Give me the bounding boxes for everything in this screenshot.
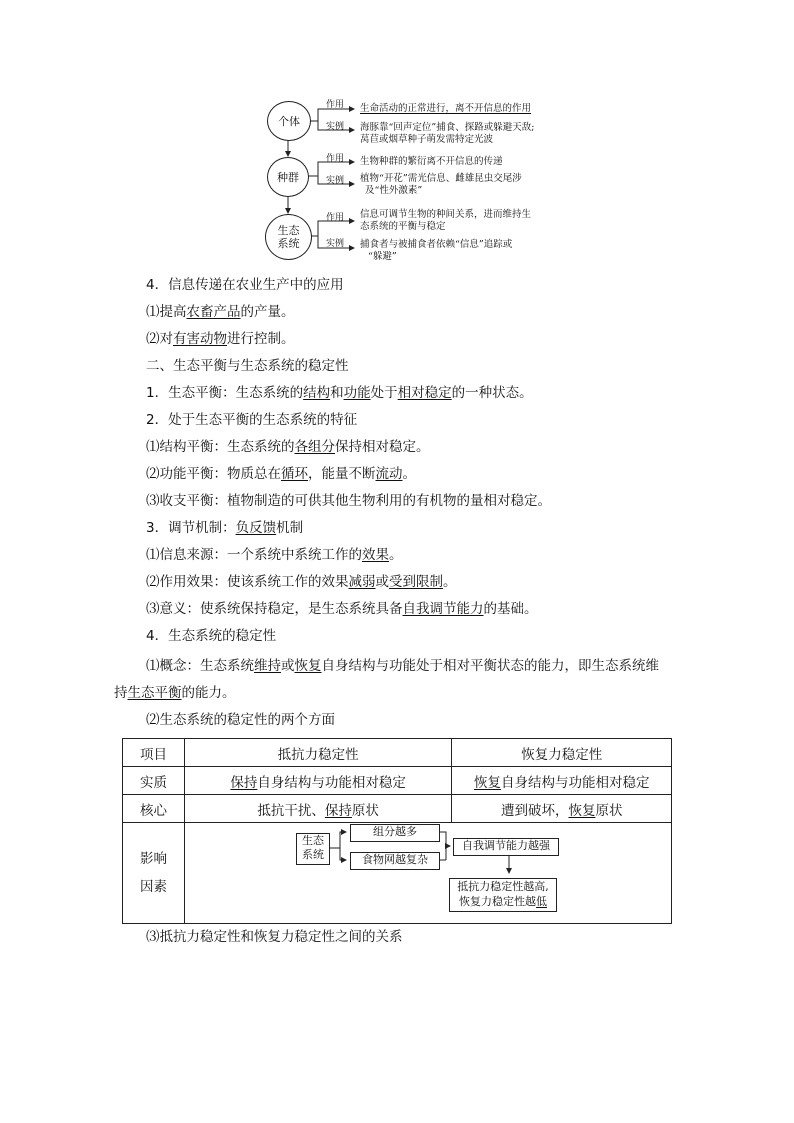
population-example-2: 及“性外激素” — [365, 185, 423, 196]
ecosystem-example-1: 捕食者与被捕食者依赖“信息”追踪或 — [360, 239, 513, 250]
node-individual-label: 个体 — [278, 114, 300, 128]
table-header: 项目 — [123, 739, 185, 767]
section-heading: 二、生态平衡与生态系统的稳定性 — [146, 358, 349, 374]
table-cell: 保持自身结构与功能相对稳定 — [184, 767, 451, 795]
flow-complex-food-web: 食物网越复杂 — [350, 852, 440, 870]
population-role: 生物种群的繁衍离不开信息的传递 — [360, 156, 503, 167]
flow-more-components: 组分越多 — [350, 824, 440, 842]
table-cell: 恢复自身结构与功能相对稳定 — [452, 767, 672, 795]
paragraph: ⑵作用效果：使该系统工作的效果减弱或受到限制。 — [146, 574, 457, 590]
paragraph: 2．处于生态平衡的生态系统的特征 — [146, 412, 358, 428]
label-example: 实例 — [326, 239, 345, 249]
table-cell: 实质 — [123, 767, 185, 795]
table-header: 抵抗力稳定性 — [184, 739, 451, 767]
individual-role: 生命活动的正常进行，离不开信息的作用 — [360, 103, 532, 114]
paragraph: 4．生态系统的稳定性 — [146, 628, 277, 644]
paragraph: 持生态平衡的能力。 — [114, 685, 236, 701]
table-cell: 抵抗干扰、保持原状 — [184, 795, 451, 823]
label-example: 实例 — [326, 176, 345, 186]
paragraph: ⑶抵抗力稳定性和恢复力稳定性之间的关系 — [146, 929, 403, 945]
paragraph: ⑴结构平衡：生态系统的各组分保持相对稳定。 — [146, 439, 430, 455]
paragraph: ⑴提高农畜产品的产量。 — [146, 304, 295, 320]
node-ecosystem-label: 生态 系统 — [277, 224, 300, 250]
paragraph: ⑶收支平衡：植物制造的可供其他生物利用的有机物的量相对稳定。 — [146, 493, 551, 509]
paragraph: ⑵对有害动物进行控制。 — [146, 331, 295, 347]
table-cell: 影响 因素 — [123, 823, 185, 924]
label-role: 作用 — [326, 154, 345, 164]
individual-example-1: 海豚靠“回声定位”捕食、探路或躲避天敌; — [360, 122, 535, 133]
paragraph: 1．生态平衡：生态系统的结构和功能处于相对稳定的一种状态。 — [146, 385, 533, 401]
table-cell: 核心 — [123, 795, 185, 823]
paragraph: ⑶意义：使系统保持稳定，是生态系统具备自我调节能力的基础。 — [146, 601, 538, 617]
ecosystem-example-2: “躲避” — [368, 251, 397, 262]
paragraph: ⑵功能平衡：物质总在循环，能量不断流动。 — [146, 466, 416, 482]
label-role: 作用 — [326, 100, 345, 110]
heading-4: 4．信息传递在农业生产中的应用 — [146, 277, 344, 293]
ecosystem-role-2: 态系统的平衡与稳定 — [360, 221, 446, 232]
flow-ecosystem: 生态 系统 — [296, 833, 330, 865]
flow-stability-result: 抵抗力稳定性越高, 恢复力稳定性越低 — [449, 878, 557, 912]
ecosystem-role-1: 信息可调节生物的种间关系，进而维持生 — [360, 209, 532, 220]
table-header: 恢复力稳定性 — [452, 739, 672, 767]
label-example: 实例 — [326, 122, 345, 132]
flow-stronger-self-regulation: 自我调节能力越强 — [453, 838, 559, 856]
node-population-label: 种群 — [277, 170, 299, 184]
table-cell: 遭到破坏，恢复原状 — [452, 795, 672, 823]
individual-example-2: 莴苣或烟草种子萌发需特定光波 — [360, 134, 494, 145]
paragraph: ⑴信息来源：一个系统中系统工作的效果。 — [146, 547, 403, 563]
paragraph: ⑴概念：生态系统维持或恢复自身结构与功能处于相对平衡状态的能力，即生态系统维 — [146, 658, 659, 674]
paragraph: ⑵生态系统的稳定性的两个方面 — [146, 712, 335, 728]
population-example-1: 植物“开花”需光信息、雌雄昆虫交尾涉 — [360, 173, 522, 184]
label-role: 作用 — [326, 213, 345, 223]
paragraph: 3．调节机制：负反馈机制 — [146, 520, 304, 536]
